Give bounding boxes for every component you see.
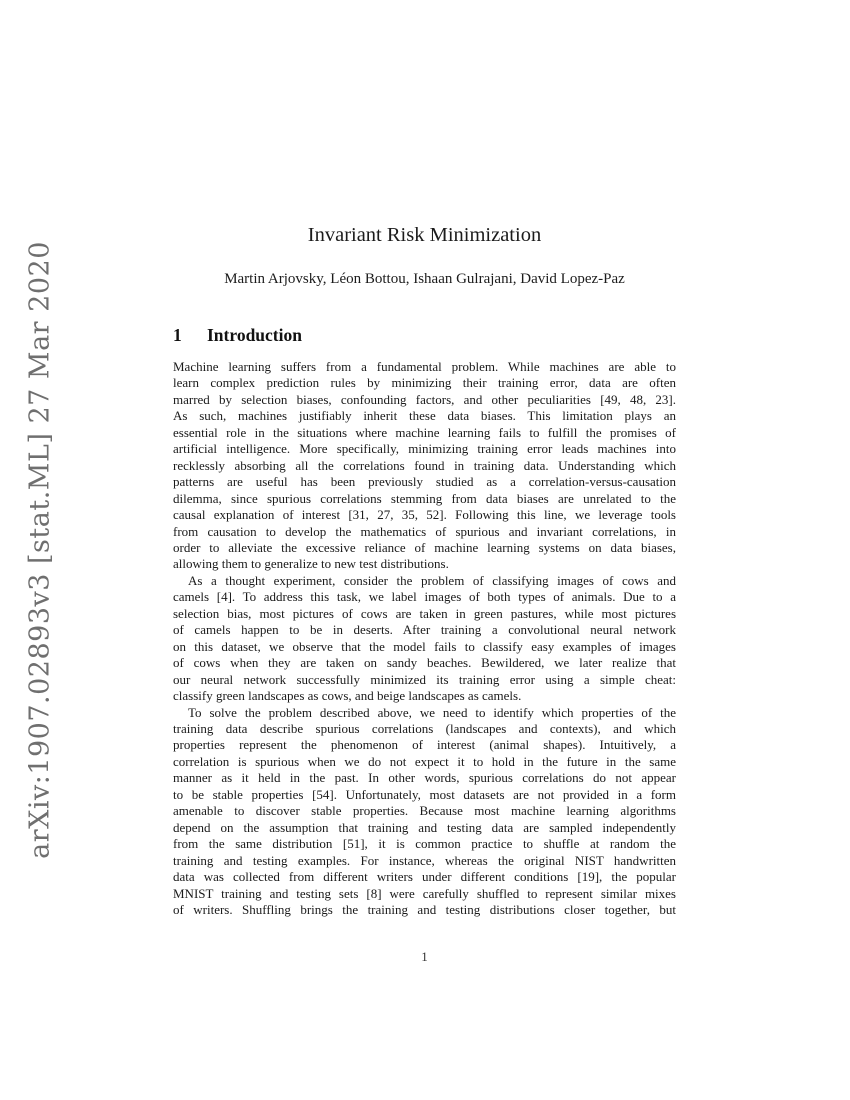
body-line: allowing them to generalize to new test distributions. [173,556,449,572]
body-line: MNIST training and testing sets [8] were carefully shuffled to represent similar mixes [173,885,676,901]
paper-content [173,0,676,1100]
body-line: learn complex prediction rules by minimizing their training error, data are often [173,375,676,391]
body-line: data was collected from different writers under different conditions [19], the popular [173,869,676,885]
body-line: essential role in the situations where machine learning fails to fulfill the promises of [173,424,676,440]
body-line: of writers. Shuffling brings the training and testing distributions closer together, but [173,901,676,917]
body-line: As a thought experiment, consider the problem of classifying images of cows and [188,572,676,588]
page-number: 1 [421,949,428,964]
body-line: To solve the problem described above, we need to identify which properties of the [188,704,676,720]
body-line: from the same distribution [51], it is common practice to shuffle at random the [173,836,676,852]
body-line: from causation to develop the mathematics of spurious and invariant correlations, in [173,523,676,539]
section-heading [173,325,302,346]
body-line: recklessly absorbing all the correlations found in training data. Understanding which [173,457,676,473]
body-line: artificial intelligence. More specifically, minimizing training error leads machines into [173,441,676,457]
authors-line: Martin Arjovsky, Léon Bottou, Ishaan Gulrajani, David Lopez-Paz [224,271,625,287]
body-line: training and testing examples. For instance, whereas the original NIST handwritten [173,852,676,868]
body-line: correlation is spurious when we do not expect it to hold in the future in the same [173,753,676,769]
body-line: classify green landscapes as cows, and beige landscapes as camels. [173,688,522,704]
body-line: depend on the assumption that training and testing data are sampled independently [173,819,676,835]
body-line: order to alleviate the excessive reliance of machine learning systems on data biases, [173,539,676,555]
body-line: training data describe spurious correlations (landscapes and contexts), and which [173,720,676,736]
body-line: of cows when they are taken on sandy beaches. Bewildered, we later realize that [173,655,676,671]
body-line: marred by selection biases, confounding factors, and other peculiarities [49, 48, 23]. [173,391,676,407]
body-line: dilemma, since spurious correlations stemming from data biases are unrelated to the [173,490,676,506]
arxiv-banner: arXiv:1907.02893v3 [stat.ML] 27 Mar 2020 [24,241,56,859]
section-title: Introduction [207,325,302,345]
body-text [173,359,676,918]
body-line: of camels happen to be in deserts. After training a convolutional neural network [173,622,676,638]
body-line: camels [4]. To address this task, we label images of both types of animals. Due to a [173,589,676,605]
paper-title: Invariant Risk Minimization [307,224,542,246]
body-line: on this dataset, we observe that the model fails to classify easy examples of images [173,638,676,654]
body-line: our neural network successfully minimized its training error using a simple cheat: [173,671,676,687]
body-line: As such, machines justifiably inherit these data biases. This limitation plays an [173,408,676,424]
body-line: properties represent the phenomenon of interest (animal shapes). Intuitively, a [173,737,676,753]
body-line: causal explanation of interest [31, 27, 35, 52]. Following this line, we leverage tools [173,507,676,523]
body-line: patterns are useful has been previously studied as a correlation-versus-causation [173,474,676,490]
body-line: manner as it held in the past. In other words, spurious correlations do not appear [173,770,676,786]
body-line: Machine learning suffers from a fundamental problem. While machines are able to [173,359,676,374]
body-line: amenable to discover stable properties. Because most machine learning algorithms [173,803,676,819]
section-number: 1 [173,325,182,345]
body-line: to be stable properties [54]. Unfortunately, most datasets are not provided in a form [173,786,676,802]
body-line: selection bias, most pictures of cows are taken in green pastures, while most pictures [173,605,676,621]
